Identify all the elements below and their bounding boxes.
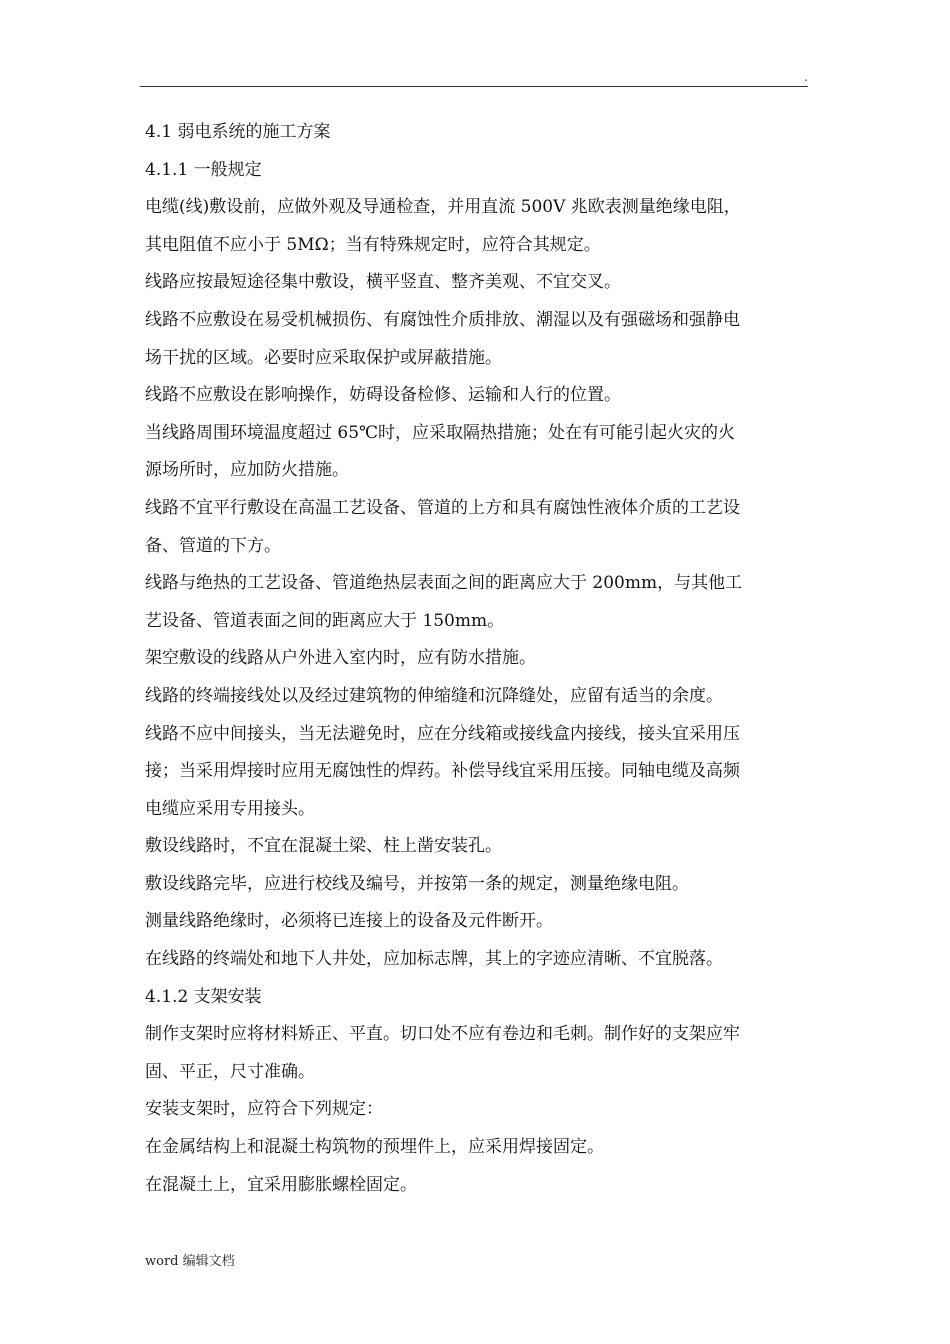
page-footer: word 编辑文档 — [145, 1254, 235, 1269]
text-line: 当线路周围环境温度超过 65℃时，应采取隔热措施；处在有可能引起火灾的火 — [145, 422, 736, 443]
text-line: 其电阻值不应小于 5MΩ；当有特殊规定时，应符合其规定。 — [145, 234, 601, 255]
text-line: 在线路的终端处和地下人井处，应加标志牌，其上的字迹应清晰、不宜脱落。 — [145, 949, 723, 970]
text-line: 敷设线路时，不宜在混凝土梁、柱上凿安装孔。 — [145, 836, 502, 857]
text-line: 场干扰的区域。必要时应采取保护或屏蔽措施。 — [145, 347, 502, 368]
text-line: 线路的终端接线处以及经过建筑物的伸缩缝和沉降缝处，应留有适当的余度。 — [145, 685, 723, 706]
text-line: 源场所时，应加防火措施。 — [145, 460, 349, 481]
header-mark: . — [804, 70, 808, 84]
text-line: 制作支架时应将材料矫正、平直。切口处不应有卷边和毛刺。制作好的支架应牢 — [145, 1024, 740, 1045]
text-line: 线路不宜平行敷设在高温工艺设备、管道的上方和具有腐蚀性液体介质的工艺设 — [145, 497, 740, 518]
text-line: 线路与绝热的工艺设备、管道绝热层表面之间的距离应大于 200mm，与其他工 — [145, 573, 743, 594]
text-line: 安装支架时，应符合下列规定： — [145, 1099, 383, 1120]
subsection-heading: 4.1.2 支架安装 — [145, 986, 262, 1007]
text-line: 艺设备、管道表面之间的距离应大于 150mm。 — [145, 610, 505, 631]
text-line: 固、平正，尺寸准确。 — [145, 1061, 315, 1082]
subsection-heading: 4.1.1 一般规定 — [145, 159, 262, 180]
section-heading: 4.1 弱电系统的施工方案 — [145, 122, 331, 142]
text-line: 线路不应中间接头，当无法避免时，应在分线箱或接线盒内接线，接头宜采用压 — [145, 723, 740, 744]
text-line: 电缆应采用专用接头。 — [145, 798, 315, 819]
text-line: 备、管道的下方。 — [145, 535, 281, 556]
document-body — [145, 114, 813, 1204]
text-line: 架空敷设的线路从户外进入室内时，应有防水措施。 — [145, 648, 536, 669]
text-line: 线路不应敷设在易受机械损伤、有腐蚀性介质排放、潮湿以及有强磁场和强静电 — [145, 309, 740, 330]
text-line: 电缆(线)敷设前，应做外观及导通检查，并用直流 500V 兆欧表测量绝缘电阻， — [145, 197, 741, 218]
header-rule — [140, 86, 808, 87]
text-line: 在金属结构上和混凝土构筑物的预埋件上，应采用焊接固定。 — [145, 1137, 604, 1158]
text-line: 接；当采用焊接时应用无腐蚀性的焊药。补偿导线宜采用压接。同轴电缆及高频 — [145, 761, 740, 782]
text-line: 敷设线路完毕，应进行校线及编号，并按第一条的规定，测量绝缘电阻。 — [145, 873, 689, 894]
text-line: 线路不应敷设在影响操作，妨碍设备检修、运输和人行的位置。 — [145, 385, 621, 406]
text-line: 线路应按最短途径集中敷设，横平竖直、整齐美观、不宜交叉。 — [145, 272, 621, 293]
text-line: 测量线路绝缘时，必须将已连接上的设备及元件断开。 — [145, 911, 553, 932]
text-line: 在混凝土上，宜采用膨胀螺栓固定。 — [145, 1174, 417, 1195]
